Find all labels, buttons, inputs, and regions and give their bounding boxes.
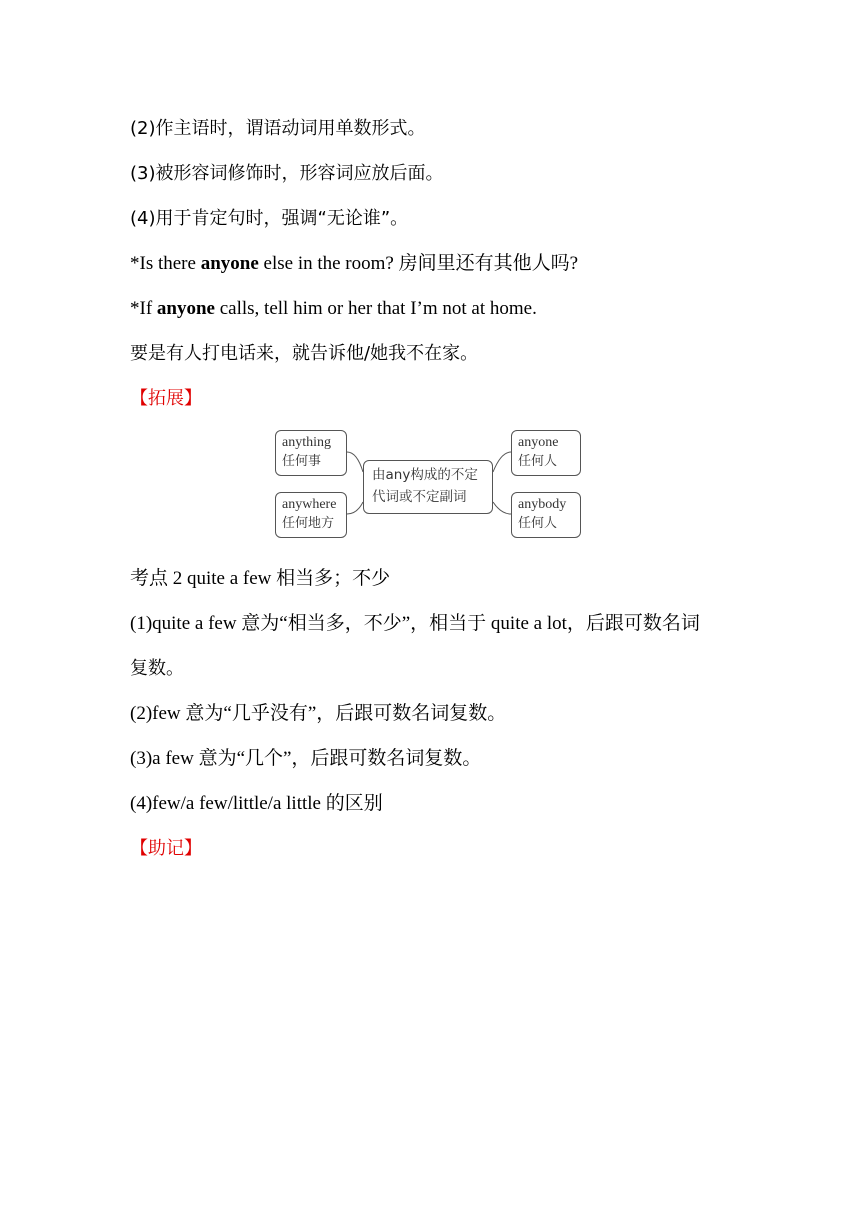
point-2-rule-1-cont: 复数。 [130, 658, 184, 679]
example-1-end: else in the room? 房间里还有其他人吗? [258, 253, 579, 274]
point-2-rule-1: (1)quite a few 意为“相当多，不少”，相当于 quite a lot，后跟可数名词 [130, 613, 700, 634]
example-sentence-1 [130, 252, 578, 276]
connector-bottom-left [347, 502, 363, 514]
box-anyone-en: anyone [518, 435, 559, 450]
point-2-rule-4: (4)few/a few/little/a little 的区别 [130, 793, 383, 814]
box-anybody [511, 492, 581, 538]
example-sentence-2 [130, 297, 537, 321]
example-2-start: *If [130, 298, 157, 319]
example-1-start: *Is there [130, 253, 201, 274]
connector-bottom-right [493, 502, 511, 514]
example-1-keyword: anyone [200, 253, 259, 274]
box-anything-cn: 任何事 [282, 454, 322, 469]
box-anyone [511, 430, 581, 476]
example-2-keyword: anyone [156, 298, 215, 319]
heading-mnemonic: 【助记】 [130, 838, 202, 859]
box-anybody-en: anybody [518, 497, 567, 512]
heading-extension: 【拓展】 [130, 388, 202, 409]
rule-4-affirmative: (4)用于肯定句时，强调“无论谁”。 [130, 208, 409, 229]
point-2-rule-3: (3)a few 意为“几个”，后跟可数名词复数。 [130, 748, 482, 769]
box-center-line2: 代词或不定副词 [372, 489, 467, 505]
box-anything [275, 430, 347, 476]
box-anything-en: anything [282, 435, 331, 450]
box-center-line1: 由any构成的不定 [372, 467, 478, 483]
point-2-rule-2: (2)few 意为“几乎没有”，后跟可数名词复数。 [130, 703, 507, 724]
connector-top-right [493, 452, 511, 472]
box-anywhere [275, 492, 347, 538]
example-2-end: calls, tell him or her that I’m not at home. [214, 298, 537, 319]
box-anyone-cn: 任何人 [518, 454, 558, 469]
box-anybody-cn: 任何人 [518, 516, 558, 531]
rule-3-adjective: (3)被形容词修饰时，形容词应放后面。 [130, 163, 444, 184]
box-anywhere-cn: 任何地方 [282, 516, 335, 531]
connector-top-left [347, 452, 363, 472]
point-2-heading: 考点 2 quite a few 相当多；不少 [130, 568, 391, 589]
any-compounds-diagram [275, 428, 585, 544]
box-anywhere-en: anywhere [282, 497, 337, 512]
rule-2-subject: (2)作主语时，谓语动词用单数形式。 [130, 118, 426, 139]
example-2-translation: 要是有人打电话来，就告诉他/她我不在家。 [130, 343, 479, 364]
box-center [363, 460, 493, 514]
